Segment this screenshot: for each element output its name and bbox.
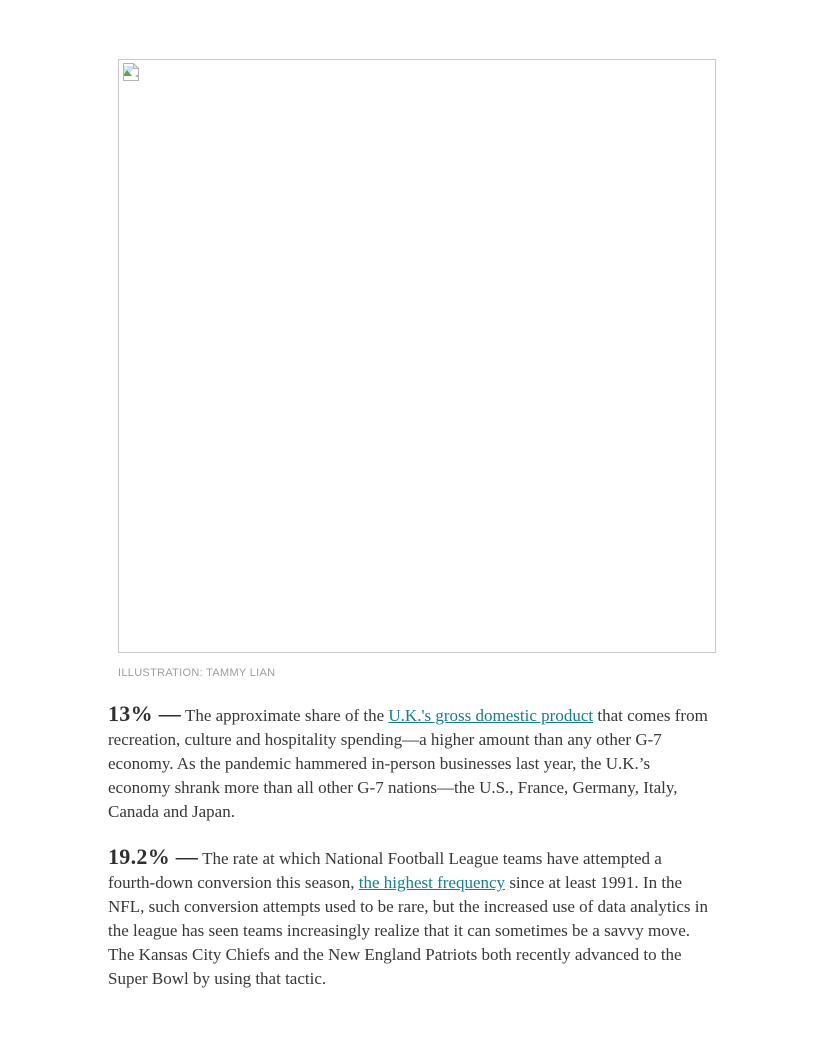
paragraph-text: that comes from recreation, culture and hospitality spending—a higher amount than any other G-7 economy. As the pandemic hammered in-person businesses last year, the U.K.’s economy shrank more than all other G-7 nations—the U.S., France, Germany, Italy, Canada and Japan. <box>108 706 708 821</box>
paragraph-text: since at least 1991. In the NFL, such conversion attempts used to be rare, but the increased use of data analytics in the league has seen teams increasingly realize that it can sometimes be a savvy move. The Kansas City Chiefs and the New England Patriots both recently advanced to the Super Bowl by using that tactic. <box>108 873 709 988</box>
stat-paragraph <box>108 702 708 824</box>
image-placeholder <box>118 59 716 653</box>
paragraph-text: The rate at which National Football League teams have attempted a fourth-down conversion this season, <box>108 849 662 892</box>
inline-link[interactable]: the highest frequency <box>358 873 506 892</box>
image-credit: ILLUSTRATION: TAMMY LIAN <box>118 667 276 679</box>
stat-number: 19.2% — <box>108 844 199 869</box>
stat-paragraph-list <box>108 702 708 991</box>
article-figure <box>118 59 708 680</box>
stat-paragraph <box>108 845 708 991</box>
stat-number: 13% — <box>108 701 181 726</box>
inline-link[interactable]: U.K.'s gross domestic product <box>388 706 594 725</box>
paragraph-text: The approximate share of the <box>184 706 389 725</box>
broken-image-icon <box>123 63 139 81</box>
